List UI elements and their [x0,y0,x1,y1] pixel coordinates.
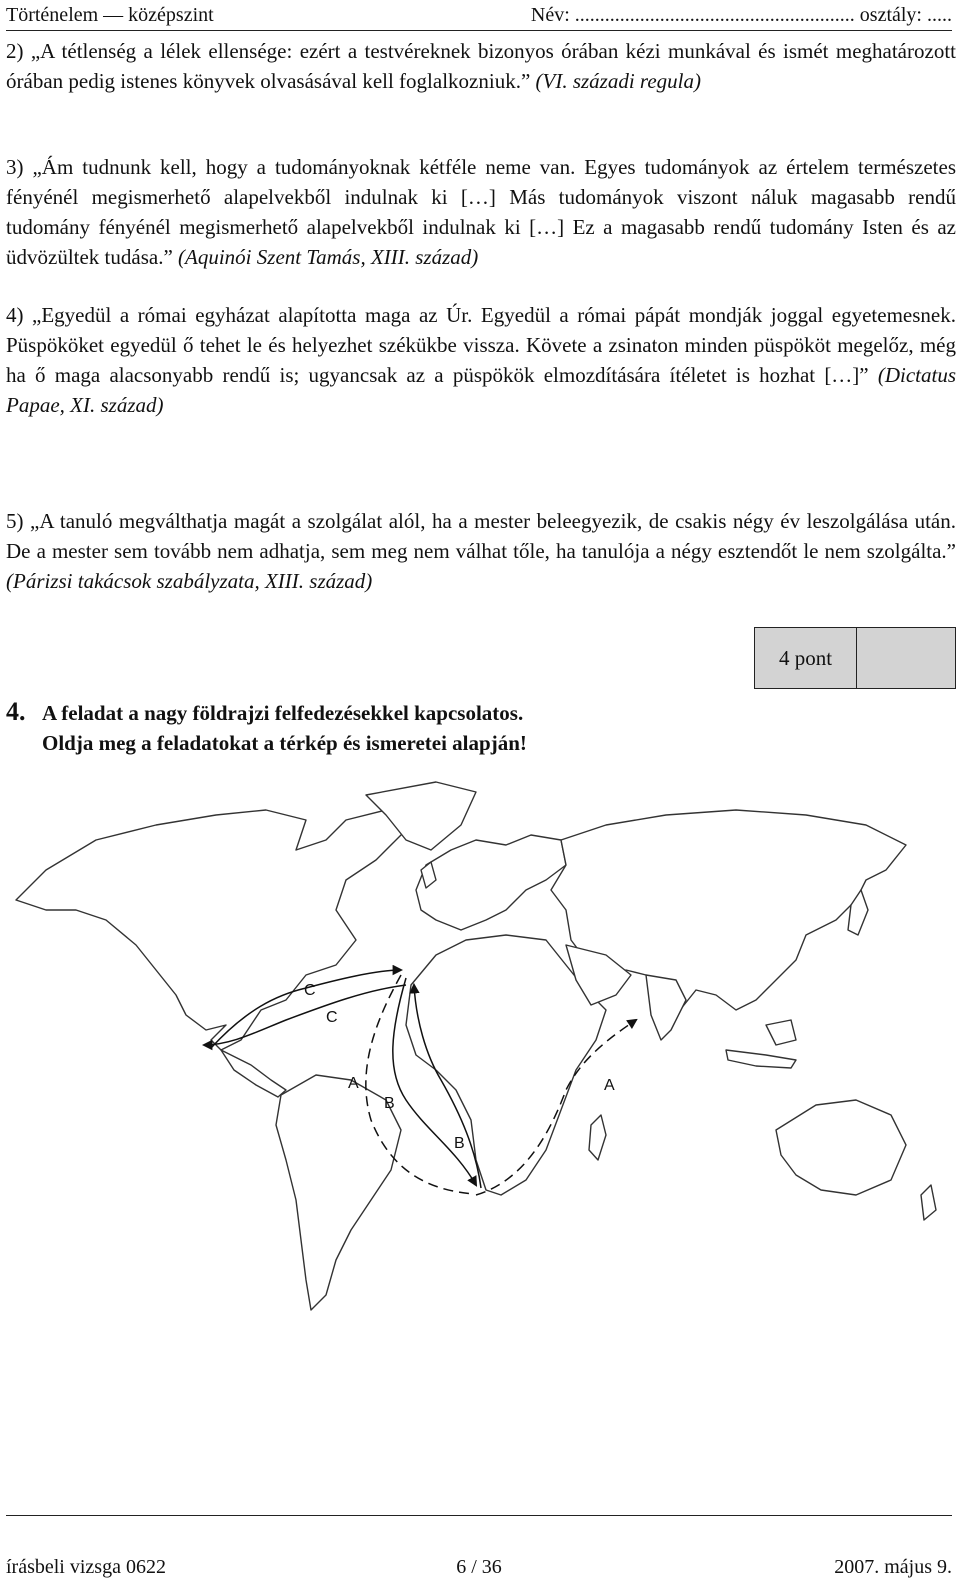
australia-outline [776,1100,906,1195]
madagascar-outline [589,1115,606,1160]
exam-code: írásbeli vizsga 0622 [6,1556,166,1578]
new-zealand-outline [921,1185,936,1220]
score-entry-cell[interactable] [857,628,955,688]
source-text-3 [6,152,956,272]
source-text-4 [6,300,956,420]
quote-source: (Aquinói Szent Tamás, XIII. század) [172,245,479,269]
route-label-a2: A [604,1077,615,1094]
source-text-5 [6,506,956,596]
quote-text: 2) „A tétlenség a lélek ellensége: ezért a testvéreknek bizonyos órában kézi munkával és ismét meghatározott órában pedig istenes könyvek olvasásával kell foglalkozniuk.” [6,39,956,93]
subject-label: Történelem — középszint [6,3,214,26]
quote-source: (Párizsi takácsok szabályzata, XIII. század) [6,569,373,593]
page-footer [6,1515,952,1582]
south-america-outline [276,1075,401,1310]
route-label-b1: B [384,1095,395,1112]
score-box [754,627,956,689]
borneo-outline [766,1020,796,1045]
route-label-b2: B [454,1135,465,1152]
page-number: 6 / 36 [456,1556,502,1578]
quote-text: 4) „Egyedül a római egyházat alapította maga az Úr. Egyedül a római pápát mondják joggal egyetemesnek. Püspököket egyedül ő tehet le és helyezhet székükbe vissza. Követe a zsinaton minden püspököt megelőz, még ha ő maga alacsonyabb rendű is; ugyancsak az a püspökök elmozdítására ítéletet is hozhat […]” [6,303,956,387]
central-america-outline [221,1050,286,1097]
score-label: 4 pont [755,628,857,688]
page-header [6,0,952,31]
name-class-field: Név: ........................................................ osztály: ..... [530,3,952,26]
quote-source: (VI. századi regula) [530,69,701,93]
route-label-c1: C [304,982,316,999]
source-text-2 [6,36,956,96]
task-line-1: A feladat a nagy földrajzi felfedezésekkel kapcsolatos. [42,701,524,725]
quote-text: 3) „Ám tudnunk kell, hogy a tudományoknak kétféle neme van. Egyes tudományok az értelem természetes fényénél megismerhető alapelvekből indulnak ki […] Más tudományok viszont náluk magasabb rendű tudomány fényénél megismerhető alapelvekből indulnak ki […] Ez a magasabb rendű tudomány Isten és az üdvözültek tudása.” [6,155,956,269]
north-america-outline [16,810,406,1050]
exam-date: 2007. május 9. [834,1556,952,1578]
world-map [6,770,956,1350]
indonesia-outline [726,1050,796,1068]
route-label-a1: A [348,1075,359,1092]
task-number: 4. [6,697,26,726]
land-masses [16,782,936,1310]
quote-source: (Dictatus Papae, XI. század) [6,363,957,417]
route-label-c2: C [326,1009,338,1026]
quote-text: 5) „A tanuló megválthatja magát a szolgálat alól, ha a mester beleegyezik, de csakis négy év leszolgálása után. De a mester sem tovább nem adhatja, sem meg nem válhat tőle, ha tanulója a négy esztendőt le nem szolgálta.” [6,509,956,563]
task-line-2: Oldja meg a feladatokat a térkép és ismeretei alapján! [42,731,527,755]
europe-outline [416,835,566,930]
task-heading [6,697,527,758]
